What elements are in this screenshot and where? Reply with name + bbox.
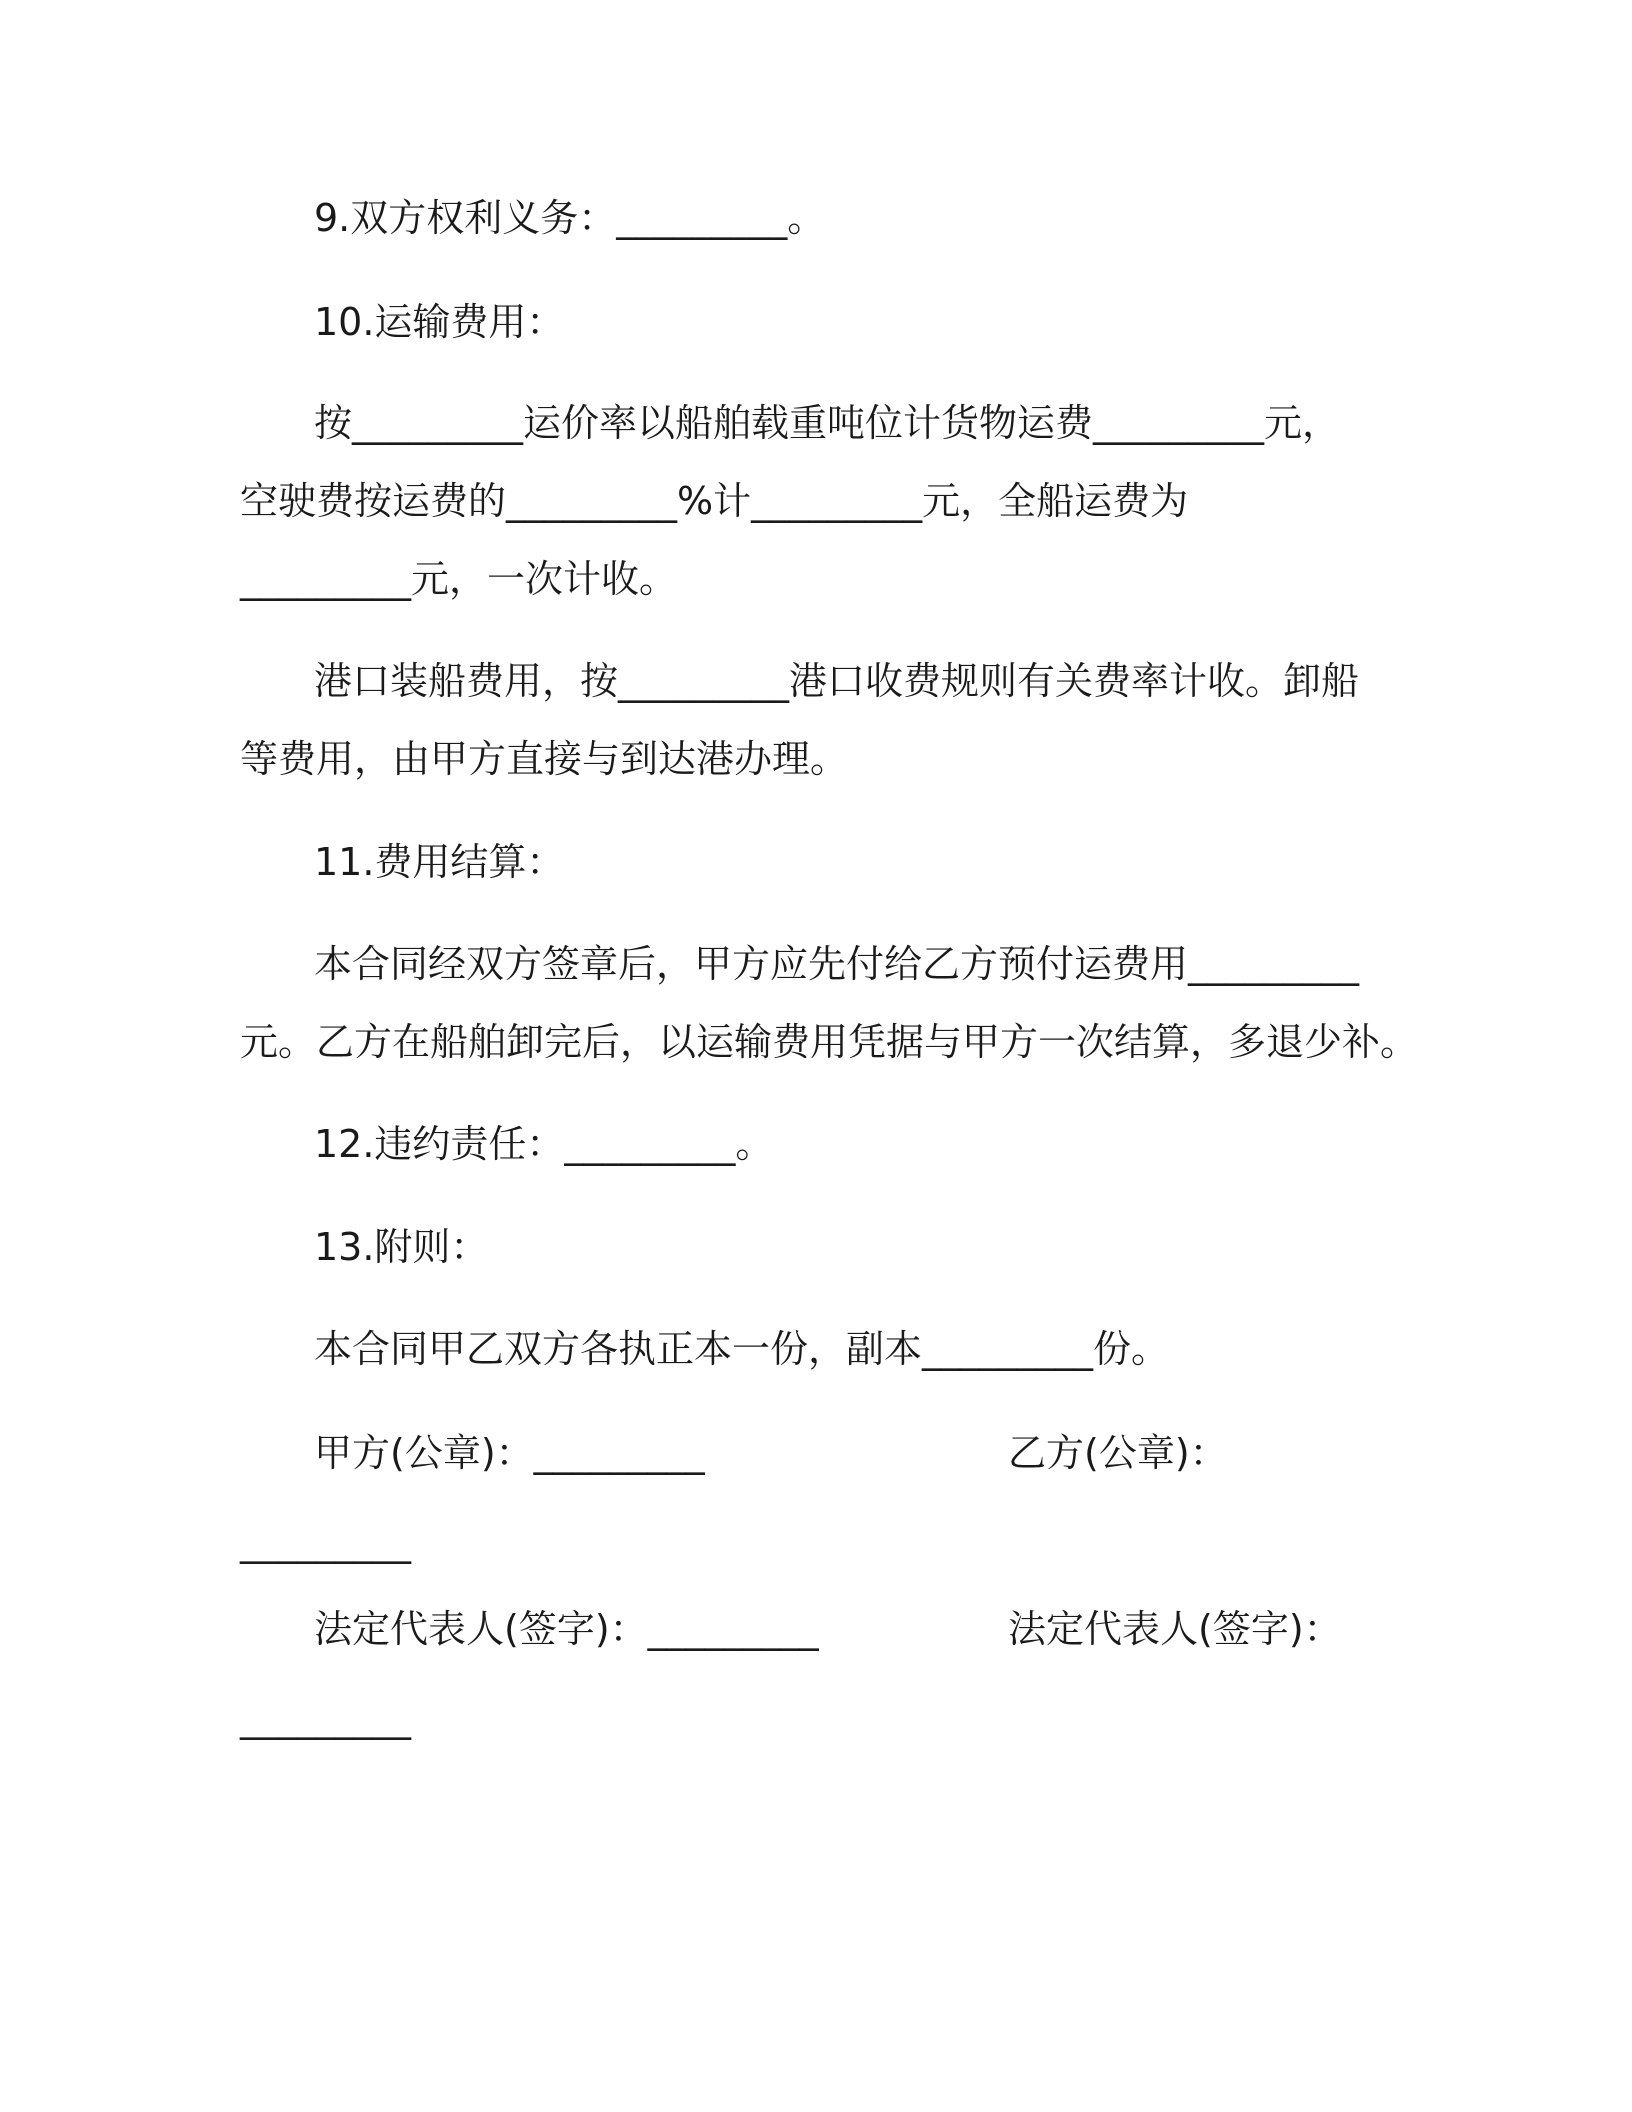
- clause-10-empty-run-fee: 空驶费按运费的_________%计_________元，全船运费为: [240, 479, 1189, 523]
- party-b-legal-rep-blank: _________: [240, 1696, 411, 1740]
- clause-11-heading: 11.费用结算：: [314, 840, 565, 884]
- party-b-seal-blank: _________: [240, 1520, 411, 1564]
- clause-12-breach-liability: 12.违约责任：_________。: [314, 1122, 774, 1166]
- clause-10-port-loading-fee: 港口装船费用，按_________港口收费规则有关费率计收。卸船: [314, 659, 1360, 703]
- clause-10-unloading-fee: 等费用，由甲方直接与到达港办理。: [240, 737, 849, 781]
- party-b-seal-label: 乙方(公章)：: [1008, 1431, 1228, 1475]
- party-a-legal-rep-line: 法定代表人(签字)：_________: [314, 1607, 819, 1651]
- clause-11-settlement: 元。乙方在船舶卸完后，以运输费用凭据与甲方一次结算，多退少补。: [240, 1020, 1419, 1064]
- party-a-seal-line: 甲方(公章)：_________: [314, 1431, 705, 1475]
- clause-10-freight-rate: 按_________运价率以船舶载重吨位计货物运费_________元，: [314, 401, 1341, 445]
- clause-10-total-freight: _________元，一次计收。: [240, 557, 678, 601]
- clause-13-copies: 本合同甲乙双方各执正本一份，副本_________份。: [314, 1327, 1170, 1371]
- clause-13-heading: 13.附则：: [314, 1225, 489, 1269]
- clause-9-rights-obligations: 9.双方权利义务：_________。: [314, 196, 826, 240]
- clause-10-heading: 10.运输费用：: [314, 300, 565, 344]
- party-b-legal-rep-label: 法定代表人(签字)：: [1008, 1607, 1342, 1651]
- clause-11-prepayment: 本合同经双方签章后，甲方应先付给乙方预付运费用_________: [314, 942, 1360, 986]
